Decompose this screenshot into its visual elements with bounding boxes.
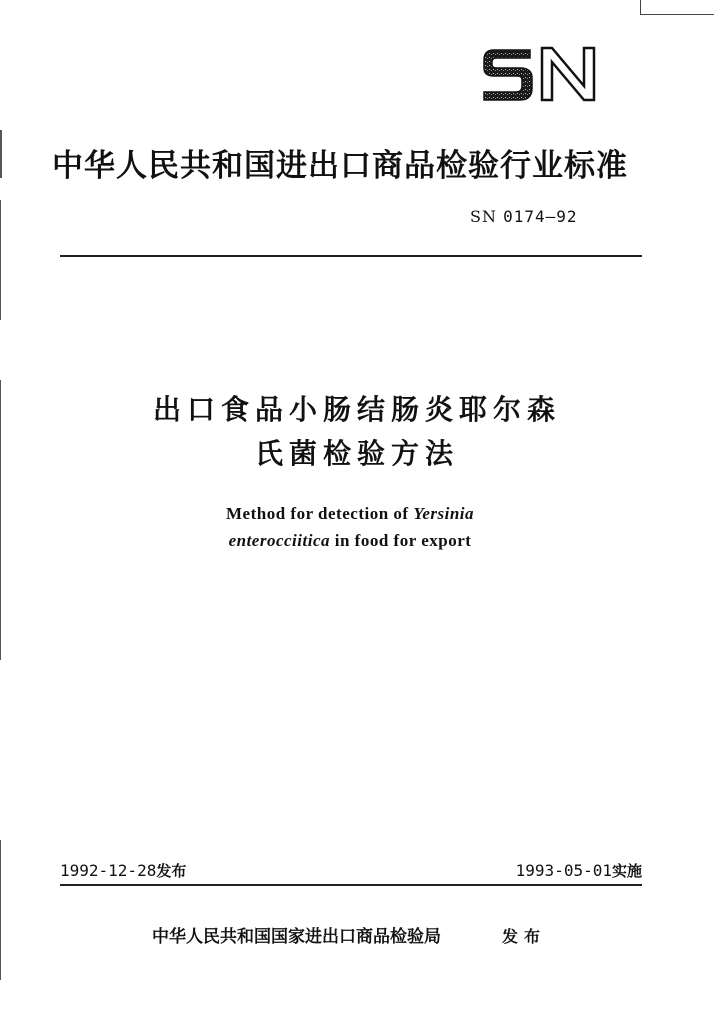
title-cn-line-1: 出口食品小肠结肠炎耶尔森 (152, 393, 561, 426)
document-title-en (0, 500, 700, 554)
title-en-genus: Yersinia (413, 504, 474, 523)
title-en-line-2 (0, 527, 700, 554)
issue-date: 1992-12-28 (60, 861, 157, 880)
issue-date-block (60, 860, 186, 881)
title-en-text: Method for detection of (226, 504, 414, 523)
standard-code (470, 207, 578, 226)
page-corner-frame (640, 0, 714, 15)
standard-code-prefix: SN (470, 207, 497, 226)
footer-divider (60, 884, 642, 886)
date-row (60, 860, 642, 884)
scan-margin-mark (0, 840, 1, 980)
standard-code-number: 0174—92 (503, 207, 578, 226)
title-en-text: in food for export (330, 531, 472, 550)
effective-date: 1993-05-01 (515, 861, 612, 880)
issue-label: 发布 (156, 862, 187, 880)
effective-label: 实施 (611, 862, 642, 880)
scan-margin-mark (0, 200, 1, 320)
publisher-name: 中华人民共和国国家进出口商品检验局 (152, 927, 441, 947)
sn-logo (480, 44, 598, 104)
title-en-species: enterocciitica (228, 531, 330, 550)
standard-category-title: 中华人民共和国进出口商品检验行业标准 (52, 148, 628, 184)
document-title-cn (0, 388, 714, 476)
title-en-line-1 (0, 500, 700, 527)
publish-label: 发布 (502, 927, 547, 946)
title-cn-line-2: 氏菌检验方法 (254, 437, 459, 470)
header-divider (60, 255, 642, 257)
scan-margin-mark (0, 130, 2, 178)
effective-date-block (516, 860, 642, 881)
